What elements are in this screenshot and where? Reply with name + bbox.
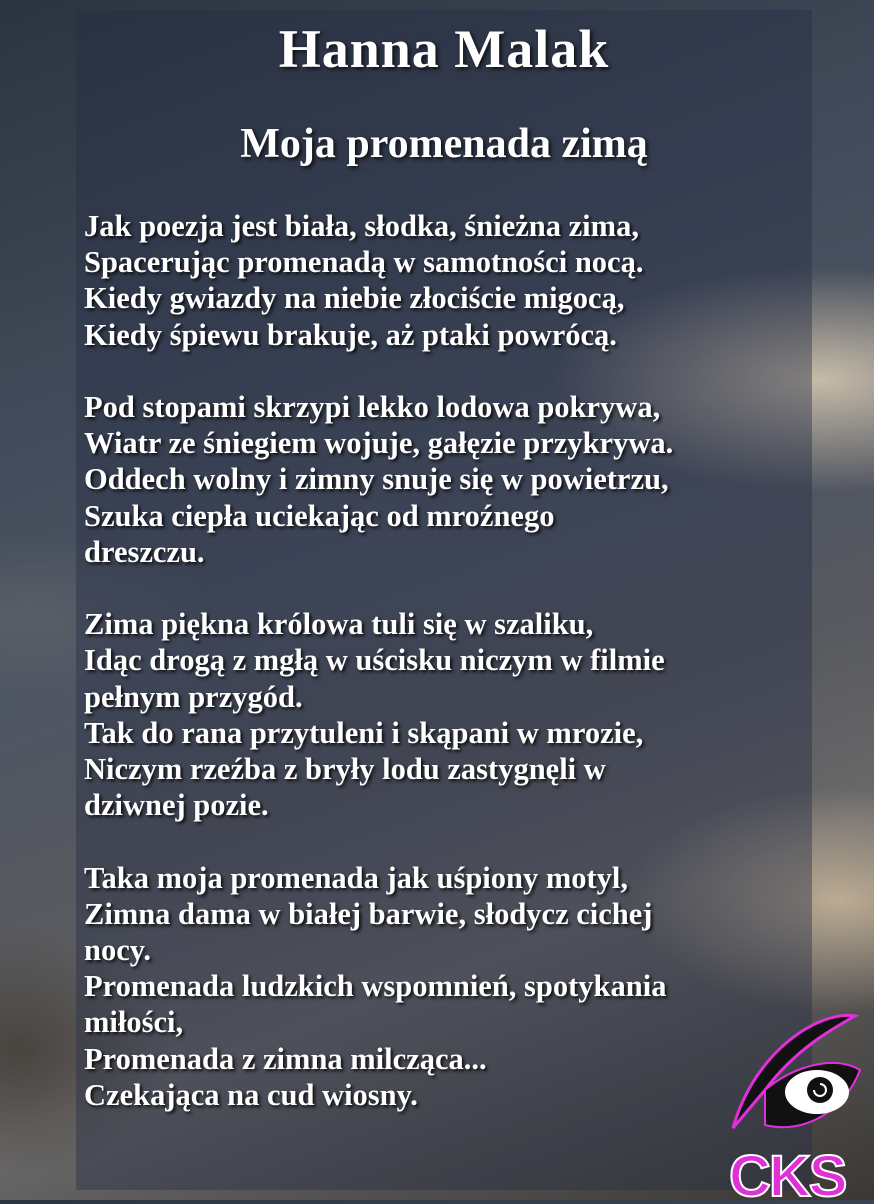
poem-title: Moja promenada zimą: [240, 121, 648, 167]
poem-line: Idąc drogą z mgłą w uścisku niczym w filmie: [84, 643, 665, 678]
poem-author: Hanna Malak: [278, 19, 610, 79]
poem-line: Spacerując promenadą w samotności nocą.: [84, 245, 644, 280]
poem-line: Wiatr ze śniegiem wojuje, gałęzie przykrywa.: [84, 426, 674, 461]
poem-line: Oddech wolny i zimny snuje się w powietrzu,: [84, 462, 669, 497]
poem-line: Czekająca na cud wiosny.: [84, 1077, 418, 1112]
poem-line: Kiedy śpiewu brakuje, aż ptaki powrócą.: [84, 317, 617, 352]
poem-line: Niczym rzeźba z bryły lodu zastygnęli w: [84, 752, 606, 787]
poem-line: Szuka ciepła uciekając od mroźnego: [84, 498, 555, 533]
poem-line: Pod stopami skrzypi lekko lodowa pokrywa,: [84, 390, 661, 424]
poem-line: miłości,: [84, 1005, 184, 1040]
poem-line: Zimna dama w białej barwie, słodycz cichej: [84, 896, 653, 931]
stanza: [84, 606, 804, 823]
stanza: [84, 389, 804, 570]
logo-text: CKS: [729, 1144, 846, 1200]
stanza: [84, 860, 804, 1113]
poem-line: Tak do rana przytuleni i skąpani w mrozie,: [84, 715, 644, 750]
poem-line: Jak poezja jest biała, słodka, śnieżna zima,: [84, 209, 639, 243]
poem-line: dziwnej pozie.: [84, 788, 269, 823]
poem-line: dreszczu.: [84, 534, 205, 569]
poem-line: Promenada ludzkich wspomnień, spotykania: [84, 969, 667, 1004]
poem-line: Taka moja promenada jak uśpiony motyl,: [84, 860, 629, 895]
eye-logo-icon: [725, 1010, 874, 1200]
poem-body: [84, 208, 804, 1149]
poem-line: Zima piękna królowa tuli się w szaliku,: [84, 607, 594, 642]
poem-line: pełnym przygód.: [84, 679, 303, 714]
poem-line: nocy.: [84, 933, 151, 968]
poem-line: Kiedy gwiazdy na niebie złociście migocą,: [84, 281, 625, 316]
stanza: [84, 208, 804, 353]
poem-line: Promenada z zimna milcząca...: [84, 1041, 487, 1076]
svg-text:.: .: [837, 1123, 839, 1130]
